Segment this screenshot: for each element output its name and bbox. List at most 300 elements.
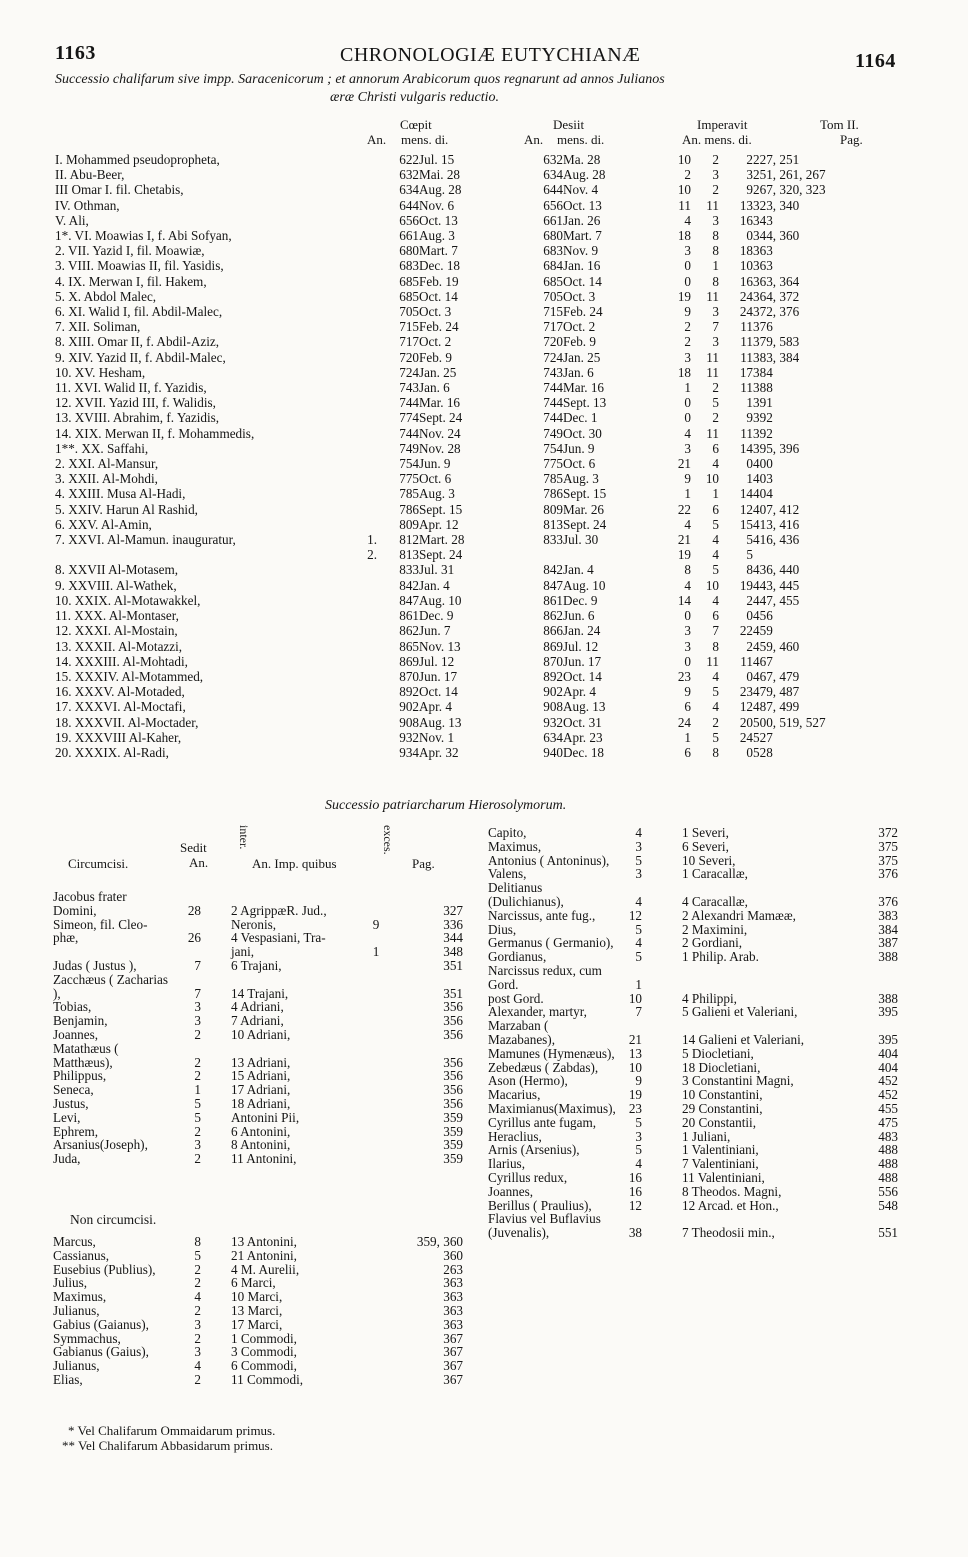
caliph-name: 18. XXXVII. Al-Moctader,: [55, 714, 199, 730]
start-year: 809: [399, 516, 419, 532]
page-reference: 395: [878, 1031, 898, 1047]
caliph-subentry-number: [355, 198, 377, 213]
reign-days: 24: [739, 729, 753, 745]
page-reference: 367: [443, 1358, 463, 1374]
start-month-day: Aug. 3: [419, 228, 455, 244]
patriarch-row: [488, 950, 898, 964]
page-reference: 356: [443, 1054, 463, 1070]
years-sat: 5: [194, 1247, 201, 1263]
years-sat: 5: [194, 1095, 201, 1111]
caliph-subentry-number: [355, 623, 377, 638]
spacer: [481, 395, 523, 410]
end-month-day: Oct. 2: [563, 319, 596, 335]
reign-days: 2: [746, 592, 753, 608]
patriarch-name: Narcissus, ante fug.,: [488, 907, 596, 923]
start-year: 749: [399, 440, 419, 456]
col-head-pag: Pag.: [840, 132, 863, 147]
spacer: [481, 745, 523, 760]
reign-months: 8: [712, 638, 719, 654]
head-an: An.: [189, 855, 209, 870]
end-year: 717: [543, 319, 563, 335]
excess-years: [359, 1138, 393, 1152]
caliph-row: [55, 532, 915, 547]
caliph-subentry-number: [355, 334, 377, 349]
emperor-year: 7 Valentiniani,: [682, 1156, 759, 1172]
years-sat: 2: [194, 1330, 201, 1346]
page-reference: 452: [878, 1087, 898, 1103]
spacer: [481, 198, 523, 213]
emperor-year: 1 Valentiniani,: [682, 1142, 759, 1158]
patriarchs-right-table: [488, 826, 898, 1240]
years-sat: 3: [194, 999, 201, 1015]
page-reference: 359, 360: [416, 1234, 463, 1249]
start-year: 744: [399, 425, 419, 441]
emperor-year: 10 Severi,: [682, 852, 736, 868]
page-reference: 356: [443, 1068, 463, 1084]
caliph-row: [55, 456, 915, 471]
reign-days: 9: [746, 182, 753, 198]
patriarch-name: Simeon, fil. Cleo-: [53, 916, 148, 932]
page-reference: 388: [878, 949, 898, 965]
patriarch-name: Cyrillus redux,: [488, 1169, 568, 1185]
caliph-name: 7. XXVI. Al-Mamun. inauguratur,: [55, 532, 236, 548]
patriarch-name: Germanus ( Germanio),: [488, 935, 614, 951]
page-reference: 479, 487: [753, 684, 800, 700]
reign-months: 7: [712, 623, 719, 639]
patriarch-row: [53, 1359, 463, 1373]
reign-years: 19: [677, 547, 691, 563]
start-year: 683: [399, 258, 419, 274]
caliph-row: [55, 198, 915, 213]
page-reference: 344, 360: [753, 228, 800, 244]
emperor-year: 21 Antonini,: [231, 1247, 297, 1263]
start-month-day: Jun. 9: [419, 456, 451, 472]
start-month-day: Mar. 16: [419, 395, 461, 411]
years-sat: 5: [635, 921, 642, 937]
reign-years: 0: [684, 273, 691, 289]
start-month-day: Apr. 32: [419, 744, 459, 760]
patriarch-row: [53, 1042, 463, 1070]
end-month-day: Feb. 24: [563, 304, 603, 320]
start-year: 705: [399, 304, 419, 320]
caliph-name: 8. XIII. Omar II, f. Abdil-Aziz,: [55, 334, 220, 350]
years-sat: 10: [628, 990, 642, 1006]
years-sat: 3: [635, 1128, 642, 1144]
caliph-row: [55, 623, 915, 638]
head-an-imp-quibus: An. Imp. quibus: [252, 856, 337, 871]
years-sat: 4: [635, 825, 642, 840]
reign-months: 5: [712, 562, 719, 578]
reign-years: 6: [684, 699, 691, 715]
caliph-row: [55, 365, 915, 380]
patriarch-name: Joannes,: [488, 1183, 534, 1199]
caliph-subentry-number: [355, 395, 377, 410]
caliph-row: [55, 304, 915, 319]
spacer: [481, 182, 523, 197]
reign-years: 2: [684, 319, 691, 335]
caliph-subentry-number: [355, 182, 377, 197]
reign-years: 19: [677, 288, 691, 304]
page-reference: 487, 499: [753, 699, 800, 715]
reign-years: 0: [684, 410, 691, 426]
page-reference: 383: [878, 907, 898, 923]
start-month-day: Feb. 24: [419, 319, 459, 335]
caliph-name: [55, 547, 355, 562]
end-month-day: Ma. 28: [563, 152, 601, 167]
caliph-subentry-number: [355, 502, 377, 517]
reign-days: 0: [746, 608, 753, 624]
start-month-day: Oct. 14: [419, 684, 458, 700]
excess-years: [359, 1097, 393, 1111]
caliph-subentry-number: [355, 456, 377, 471]
reign-days: 11: [740, 319, 753, 335]
reign-days: 9: [746, 410, 753, 426]
patriarch-name: Elias,: [53, 1371, 83, 1387]
caliph-subentry-number: [355, 745, 377, 760]
reign-months: 10: [705, 577, 719, 593]
patriarch-name: Judas ( Justus ),: [53, 957, 137, 973]
start-year: 902: [399, 699, 419, 715]
start-month-day: Mart. 28: [419, 532, 465, 548]
page-reference: [753, 547, 915, 562]
caliph-name: 3. VIII. Moawias II, fil. Yasidis,: [55, 258, 224, 274]
caliph-name: 11. XXX. Al-Montaser,: [55, 608, 179, 624]
spacer: [481, 167, 523, 182]
page-reference: 376: [753, 319, 773, 335]
emperor-year: 4 M. Aurelii,: [231, 1261, 300, 1277]
emperor-year: 13 Marci,: [231, 1302, 283, 1318]
reign-months: 5: [712, 729, 719, 745]
patriarch-row: [53, 1249, 463, 1263]
reign-years: 3: [684, 243, 691, 259]
emperor-year: 18 Adriani,: [231, 1095, 291, 1111]
start-year: 785: [399, 486, 419, 502]
caliph-row: [55, 319, 915, 334]
end-year: 720: [543, 334, 563, 350]
patriarch-name: Narcissus redux, cum Gord.: [488, 962, 602, 992]
caliph-name: 16. XXXV. Al-Motaded,: [55, 684, 185, 700]
reign-years: 0: [684, 258, 691, 274]
page-reference: 359: [443, 1137, 463, 1153]
start-year: 934: [399, 744, 419, 760]
head-pag: Pag.: [412, 856, 435, 871]
emperor-year: 2 Gordiani,: [682, 935, 743, 951]
patriarch-name: Gabius (Gaianus),: [53, 1316, 149, 1332]
reign-days: 24: [739, 304, 753, 320]
emperor-year: 3 Commodi,: [231, 1344, 297, 1360]
col-head-mens-di-2: mens. di.: [557, 132, 605, 147]
caliph-subentry-number: [355, 441, 377, 456]
years-sat: 5: [194, 1109, 201, 1125]
caliph-row: [55, 243, 915, 258]
patriarch-name: Capito,: [488, 825, 527, 840]
page-reference: 527: [753, 729, 773, 745]
caliph-name: 14. XIX. Merwan II, f. Mohammedis,: [55, 425, 255, 441]
page-number-right: 1164: [855, 50, 896, 72]
patriarch-row: [488, 826, 898, 840]
patriarch-name: [53, 945, 171, 959]
page-reference: 379, 583: [753, 334, 800, 350]
spacer: [481, 471, 523, 486]
emperor-year: 6 Commodi,: [231, 1358, 297, 1374]
end-year: 724: [543, 349, 563, 365]
page-reference: 475: [878, 1114, 898, 1130]
reign-days: 3: [746, 167, 753, 183]
start-year: 715: [399, 319, 419, 335]
start-month-day: Jan. 6: [419, 380, 450, 396]
reign-days: 1: [746, 395, 753, 411]
years-sat: 7: [635, 1004, 642, 1020]
reign-days: 1: [746, 471, 753, 487]
page-reference: 443, 445: [753, 577, 800, 593]
patriarch-row: [488, 1047, 898, 1061]
emperor-year: 6 Marci,: [231, 1275, 276, 1291]
end-month-day: Aug. 13: [563, 699, 606, 715]
col-head-imperavit: Imperavit: [697, 117, 748, 132]
spacer: [481, 669, 523, 684]
end-year: 940: [543, 744, 563, 760]
page-reference: 413, 416: [753, 516, 800, 532]
emperor-year: 2 Maximini,: [682, 921, 748, 937]
start-month-day: Oct. 3: [419, 304, 452, 320]
patriarch-row: [488, 840, 898, 854]
start-year: 632: [399, 167, 419, 183]
emperor-year: 14 Trajani,: [231, 985, 289, 1001]
caliph-subentry-number: [355, 243, 377, 258]
patriarch-row: [488, 1157, 898, 1171]
end-month-day: Oct. 3: [563, 288, 596, 304]
reign-days: 15: [739, 516, 753, 532]
start-month-day: Apr. 4: [419, 699, 452, 715]
emperor-year: 2 Alexandri Mamææ,: [682, 907, 796, 923]
excess-years: [359, 1083, 393, 1097]
page-reference: 348: [443, 944, 463, 960]
reign-months: 11: [706, 653, 719, 669]
end-year: 634: [543, 167, 563, 183]
caliph-row: [55, 669, 915, 684]
caliph-subentry-number: [355, 365, 377, 380]
patriarch-name: Flavius vel Buflavius (Juvenalis),: [488, 1211, 601, 1241]
reign-months: 8: [712, 228, 719, 244]
non-circumcisi-label: Non circumcisi.: [70, 1212, 157, 1227]
reign-months: 5: [712, 516, 719, 532]
page-reference: 388: [878, 990, 898, 1006]
spacer: [481, 365, 523, 380]
caliph-row: [55, 715, 915, 730]
end-year: 902: [543, 684, 563, 700]
reign-years: 18: [677, 364, 691, 380]
page-reference: 391: [753, 395, 773, 411]
caliph-row: [55, 593, 915, 608]
start-month-day: Oct. 14: [419, 288, 458, 304]
end-year: 744: [543, 380, 563, 396]
page-reference: 488: [878, 1156, 898, 1172]
years-sat: 13: [628, 1045, 642, 1061]
patriarch-row: [488, 1102, 898, 1116]
patriarch-name: Berillus ( Praulius),: [488, 1197, 592, 1213]
emperor-year: 11 Antonini,: [231, 1151, 297, 1167]
excess-years: [359, 1373, 393, 1387]
page-reference: 404: [878, 1059, 898, 1075]
patriarch-row: [488, 1116, 898, 1130]
patriarch-row: [53, 1000, 463, 1014]
page-reference: 447, 455: [753, 592, 800, 608]
reign-days: 11: [740, 334, 753, 350]
patriarch-name: Delitianus (Dulichianus),: [488, 880, 564, 909]
page-reference: 327: [443, 902, 463, 918]
caliph-subentry-number: [355, 639, 377, 654]
caliph-name: 13. XVIII. Abrahim, f. Yazidis,: [55, 410, 220, 426]
caliph-name: 7. XII. Soliman,: [55, 319, 141, 335]
patriarch-row: [53, 1138, 463, 1152]
caliph-row: [55, 350, 915, 365]
spacer: [481, 426, 523, 441]
end-year: 661: [543, 212, 563, 228]
patriarch-row: [53, 1332, 463, 1346]
start-month-day: Aug. 13: [419, 714, 462, 730]
caliph-row: [55, 578, 915, 593]
reign-months: 4: [712, 456, 719, 472]
caliph-name: 17. XXXVI. Al-Moctafi,: [55, 699, 186, 715]
start-month-day: Aug. 10: [419, 592, 462, 608]
years-sat: 2: [194, 1371, 201, 1387]
spacer: [481, 654, 523, 669]
caliph-name: 9. XXVIII. Al-Wathek,: [55, 577, 177, 593]
patriarch-name: Symmachus,: [53, 1330, 121, 1346]
excess-years: [359, 1249, 393, 1263]
spacer: [481, 502, 523, 517]
end-month-day: Jan. 16: [563, 258, 601, 274]
caliph-row: [55, 167, 915, 182]
end-month-day: Apr. 4: [563, 684, 596, 700]
reign-years: 21: [677, 456, 691, 472]
reign-months: 11: [706, 425, 719, 441]
start-month-day: Sept. 24: [419, 547, 463, 563]
end-year: 685: [543, 273, 563, 289]
reign-months: 2: [712, 152, 719, 167]
caliph-subentry-number: [355, 258, 377, 273]
patriarch-name: Arsanius(Joseph),: [53, 1137, 148, 1153]
caliph-row: [55, 471, 915, 486]
caliph-name: 12. XXXI. Al-Mostain,: [55, 623, 178, 639]
page-reference: 404: [753, 486, 773, 502]
end-year: 786: [543, 486, 563, 502]
start-year: 892: [399, 684, 419, 700]
reign-years: 24: [677, 714, 691, 730]
end-year: 715: [543, 304, 563, 320]
spacer: [481, 213, 523, 228]
patriarch-row: [53, 1235, 463, 1249]
col-head-coepit: Cœpit: [400, 117, 432, 132]
emperor-year: 1 Philip. Arab.: [682, 949, 759, 965]
start-year: 724: [399, 364, 419, 380]
page-reference: 359: [443, 1123, 463, 1139]
end-year: 785: [543, 471, 563, 487]
page-title: CHRONOLOGIÆ EUTYCHIANÆ: [340, 44, 641, 66]
page-reference: 483: [878, 1128, 898, 1144]
page-reference: 556: [878, 1183, 898, 1199]
reign-days: 8: [746, 562, 753, 578]
patriarch-row: [488, 936, 898, 950]
page-reference: 387: [878, 935, 898, 951]
spacer: [481, 319, 523, 334]
reign-months: 2: [712, 380, 719, 396]
years-sat: 5: [635, 1142, 642, 1158]
patriarch-row: [488, 867, 898, 881]
caliph-row: [55, 608, 915, 623]
reign-years: 1: [684, 380, 691, 396]
reign-years: 11: [678, 197, 691, 213]
end-month-day: Mart. 7: [563, 228, 602, 244]
patriarch-row: [53, 1028, 463, 1042]
years-sat: 38: [628, 1225, 642, 1241]
emperor-year: 7 Theodosii min.,: [682, 1225, 775, 1241]
caliph-row: [55, 486, 915, 501]
page-reference: 351: [443, 985, 463, 1001]
years-sat: 3: [635, 838, 642, 854]
patriarch-row: [53, 1318, 463, 1332]
page-reference: 467: [753, 653, 773, 669]
reign-months: 4: [712, 668, 719, 684]
end-month-day: Oct. 13: [563, 197, 602, 213]
start-year: 908: [399, 714, 419, 730]
spacer: [481, 608, 523, 623]
reign-months: 5: [712, 684, 719, 700]
reign-months: 11: [706, 364, 719, 380]
emperor-year: 1 Juliani,: [682, 1128, 731, 1144]
caliph-name: 20. XXXIX. Al-Radi,: [55, 744, 169, 760]
reign-years: 3: [684, 638, 691, 654]
reign-years: 3: [684, 623, 691, 639]
years-sat: 4: [194, 1358, 201, 1374]
page-reference: 267, 320, 323: [753, 182, 826, 198]
caliph-subentry-number: [355, 562, 377, 577]
emperor-year: 17 Marci,: [231, 1316, 283, 1332]
page-reference: 416, 436: [753, 532, 800, 548]
end-month-day: Sept. 24: [563, 516, 607, 532]
page-reference: 392: [753, 425, 773, 441]
patriarch-row: [488, 1143, 898, 1157]
excess-years: [359, 1111, 393, 1125]
caliph-row: [55, 410, 915, 425]
patriarch-name: Seneca,: [53, 1082, 94, 1098]
spacer: [481, 304, 523, 319]
patriarch-name: Cyrillus ante fugam,: [488, 1114, 597, 1130]
patriarch-row: [488, 1005, 898, 1019]
caliph-subentry-number: [355, 578, 377, 593]
emperor-year: [682, 964, 852, 992]
reign-days: 0: [746, 228, 753, 244]
patriarch-name: Ephrem,: [53, 1123, 99, 1139]
caliph-name: II. Abu-Beer,: [55, 167, 125, 183]
caliph-name: 13. XXXII. Al-Motazzi,: [55, 638, 183, 654]
col-head-mens-di: mens. di.: [401, 132, 449, 147]
caliph-name: 4. XXIII. Musa Al-Hadi,: [55, 486, 186, 502]
end-year: 744: [543, 410, 563, 426]
emperor-year: 3 Constantini Magni,: [682, 1073, 794, 1089]
patriarch-row: [53, 1083, 463, 1097]
patriarch-row: [53, 973, 463, 1001]
end-year: 866: [543, 623, 563, 639]
spacer: [481, 350, 523, 365]
patriarch-row: [488, 1019, 898, 1047]
patriarch-row: [488, 1199, 898, 1213]
patriarch-row: [53, 1373, 463, 1387]
start-year: 869: [399, 653, 419, 669]
spacer: [481, 274, 523, 289]
reign-months: 6: [712, 440, 719, 456]
end-year: 644: [543, 182, 563, 198]
